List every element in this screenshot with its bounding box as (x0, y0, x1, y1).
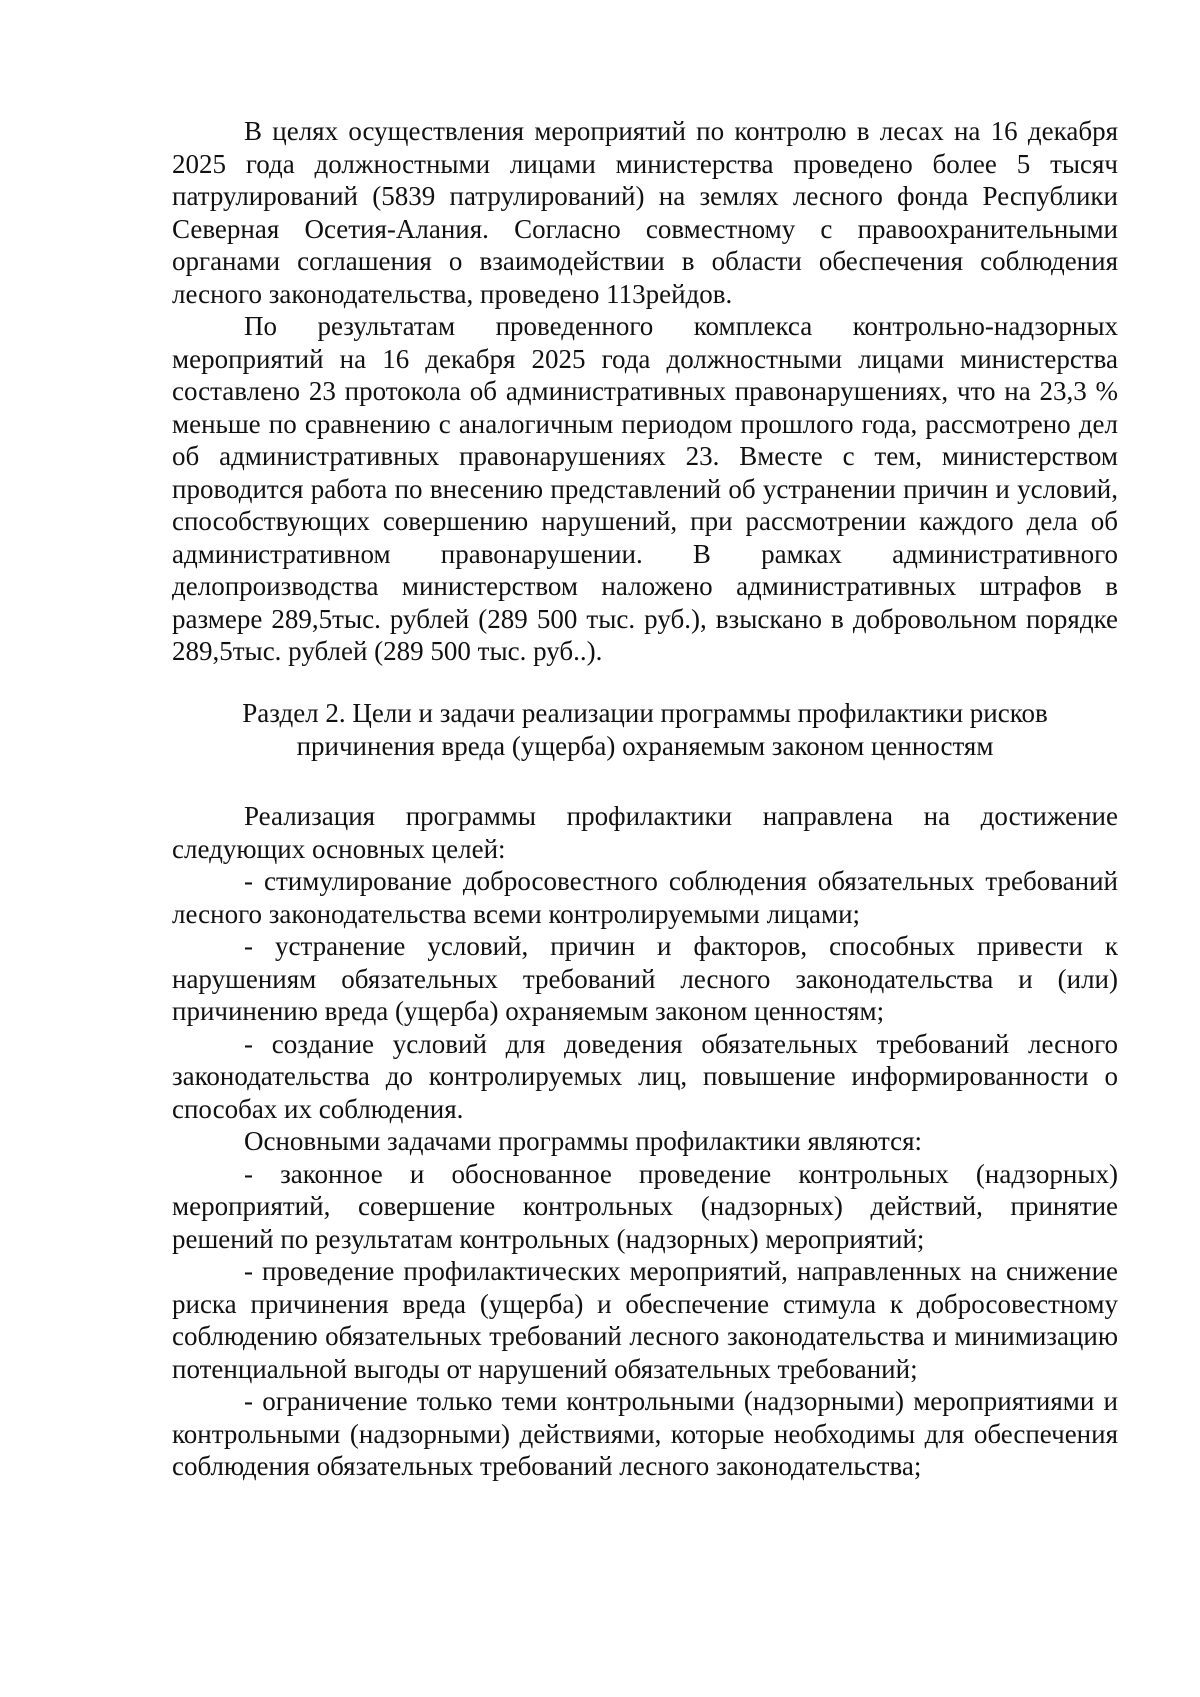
list-item-goal: - создание условий для доведения обязательных требований лесного законодательства до контролируемых лиц, повышение информированности о способах их соблюдения. (172, 1028, 1118, 1124)
list-item-goal: - стимулирование добросовестного соблюдения обязательных требований лесного законодательства всеми контролируемыми лицами; (172, 866, 1118, 929)
section-heading (172, 697, 1118, 762)
list-item-goal: - устранение условий, причин и факторов, способных привести к нарушениям обязательных требований лесного законодательства и (или) причинению вреда (ущерба) охраняемым законом ценностям; (172, 931, 1118, 1026)
paragraph-protocols: По результатам проведенного комплекса контрольно-надзорных мероприятий на 16 декабря 2025 года должностными лицами министерства составлено 23 протокола об административных правонарушениях, что на 23,3 % меньше по сравнению с аналогичным периодом прошлого года, рассмотрено дел об административных правонарушениях 23. Вместе с тем, министерством проводится работа по внесению представлений об устранении причин и условий, способствующих совершению нарушений, при рассмотрении каждого дела об административном правонарушении. В рамках административного делопроизводства министерством наложено административных штрафов в размере 289,5тыс. рублей (289 500 тыс. руб.), взыскано в добровольном порядке 289,5тыс. рублей (289 500 тыс. руб..). (172, 311, 1118, 666)
section-heading-line-2: причинения вреда (ущерба) охраняемым законом ценностям (296, 730, 994, 761)
intro-section (172, 115, 1118, 668)
goals-section (172, 800, 1118, 1483)
list-item-task: - проведение профилактических мероприятий, направленных на снижение риска причинения вреда (ущерба) и обеспечение стимула к добросовестному соблюдению обязательных требований лесного законодательства и минимизацию потенциальной выгоды от нарушений обязательных требований; (172, 1256, 1118, 1384)
paragraph-tasks-intro: Основными задачами программы профилактики являются: (244, 1126, 922, 1156)
paragraph-goals-intro: Реализация программы профилактики направлена на достижение следующих основных целей: (172, 801, 1118, 864)
list-item-task: - ограничение только теми контрольными (надзорными) мероприятиями и контрольными (надзорными) действиями, которые необходимы для обеспечения соблюдения обязательных требований лесного законодательства; (172, 1386, 1118, 1481)
section-heading-line-1: Раздел 2. Цели и задачи реализации программы профилактики рисков (242, 698, 1048, 728)
list-item-task: - законное и обоснованное проведение контрольных (надзорных) мероприятий, совершение контрольных (надзорных) действий, принятие решений по результатам контрольных (надзорных) мероприятий; (172, 1158, 1118, 1254)
paragraph-patrols: В целях осуществления мероприятий по контролю в лесах на 16 декабря 2025 года должностными лицами министерства проведено более 5 тысяч патрулирований (5839 патрулирований) на землях лесного фонда Республики Северная Осетия-Алания. Согласно совместному с правоохранительными органами соглашения о взаимодействии в области обеспечения соблюдения лесного законодательства, проведено 113рейдов. (172, 116, 1118, 309)
